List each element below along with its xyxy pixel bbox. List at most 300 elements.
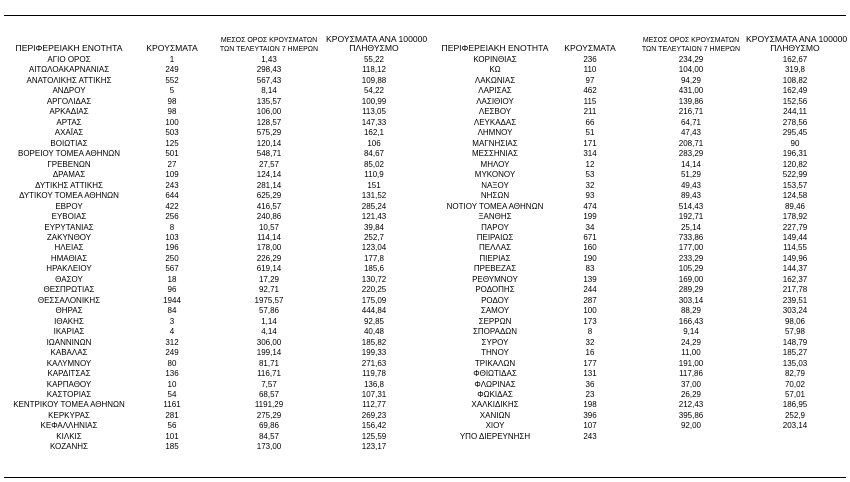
seven-day-average-cell: 233,29: [678, 253, 704, 263]
cases-count-cell: 100: [165, 117, 179, 127]
seven-day-average-cell: 105,29: [678, 264, 704, 274]
cases-count-cell: 97: [585, 75, 595, 85]
table-row: [424, 411, 850, 421]
cases-count-cell: 422: [165, 201, 179, 211]
table-row: [0, 317, 424, 327]
table-row: [424, 149, 850, 159]
table-row: [424, 181, 850, 191]
cases-per-100k-cell: 178,92: [782, 212, 808, 222]
cases-per-100k-cell: 239,51: [782, 295, 808, 305]
cases-count-cell: 16: [585, 348, 595, 358]
cases-per-100k-cell: 85,02: [363, 159, 385, 169]
cases-count-cell: 160: [583, 243, 597, 253]
table-row: [0, 254, 424, 264]
table-row: [424, 76, 850, 86]
cases-count-cell: 32: [585, 180, 595, 190]
seven-day-average-cell: 57,86: [258, 306, 280, 316]
table-row: [424, 86, 850, 96]
region-name-cell: ΗΡΑΚΛΕΙΟΥ: [46, 264, 92, 274]
cases-per-100k-cell: 119,78: [362, 369, 386, 379]
cases-per-100k-cell: 162,49: [782, 86, 808, 96]
seven-day-average-cell: 68,57: [258, 390, 280, 399]
cases-count-cell: 185: [165, 442, 179, 452]
left-header-avg-line1: ΜΕΣΟΣ ΟΡΟΣ ΚΡΟΥΣΜΑΤΩΝ: [220, 37, 318, 44]
table-row: [424, 432, 850, 442]
seven-day-average-cell: 9,14: [683, 327, 699, 337]
seven-day-average-cell: 212,43: [678, 400, 704, 410]
cases-count-cell: 171: [583, 138, 597, 148]
region-name-cell: ΚΩ: [489, 65, 501, 75]
table-row: [0, 296, 424, 306]
cases-count-cell: 98: [167, 96, 177, 106]
seven-day-average-cell: 124,14: [256, 170, 282, 180]
cases-count-cell: 474: [583, 201, 597, 211]
seven-day-average-cell: 306,00: [256, 337, 282, 347]
cases-count-cell: 101: [165, 431, 179, 441]
right-header-cases: ΚΡΟΥΣΜΑΤΑ: [564, 43, 616, 53]
region-name-cell: ΑΝΔΡΟΥ: [52, 86, 86, 96]
cases-count-cell: 249: [165, 65, 179, 75]
cases-count-cell: 462: [583, 86, 597, 96]
region-name-cell: ΛΗΜΝΟΥ: [477, 128, 513, 138]
seven-day-average-cell: 431,00: [678, 86, 704, 96]
cases-per-100k-cell: 114,55: [783, 243, 807, 253]
cases-count-cell: 34: [585, 222, 595, 232]
region-name-cell: ΦΩΚΙΔΑΣ: [477, 390, 513, 399]
region-name-cell: ΚΟΡΙΝΘΙΑΣ: [473, 55, 517, 64]
cases-count-cell: 198: [583, 400, 597, 410]
table-row: [424, 191, 850, 201]
cases-per-100k-cell: 151: [367, 180, 381, 190]
cases-per-100k-cell: 109,88: [361, 75, 387, 85]
left-header-per100k-line1: ΚΡΟΥΣΜΑΤΑ ΑΝΑ 100000: [326, 34, 428, 44]
left-header-cases: ΚΡΟΥΣΜΑΤΑ: [146, 43, 198, 53]
table-row: [424, 107, 850, 117]
region-name-cell: ΦΘΙΩΤΙΔΑΣ: [473, 369, 517, 379]
seven-day-average-cell: 178,00: [256, 243, 282, 253]
cases-count-cell: 250: [165, 253, 179, 263]
cases-count-cell: 23: [585, 390, 595, 399]
cases-count-cell: 314: [583, 149, 597, 159]
table-row: [424, 65, 850, 75]
table-row: [424, 55, 850, 65]
cases-per-100k-cell: 120,82: [782, 159, 808, 169]
seven-day-average-cell: 283,29: [678, 149, 704, 159]
cases-per-100k-cell: 269,23: [361, 410, 387, 420]
region-name-cell: ΔΡΑΜΑΣ: [52, 170, 86, 180]
seven-day-average-cell: 275,29: [256, 410, 282, 420]
region-name-cell: ΚΕΦΑΛΛΗΝΙΑΣ: [40, 421, 98, 431]
cases-count-cell: 136: [165, 369, 179, 379]
cases-count-cell: 131: [583, 369, 597, 379]
cases-count-cell: 66: [585, 117, 595, 127]
table-row: [424, 254, 850, 264]
table-row: [0, 348, 424, 358]
table-row: [424, 139, 850, 149]
region-name-cell: ΚΑΒΑΛΑΣ: [50, 348, 88, 358]
table-row: [0, 421, 424, 431]
region-name-cell: ΜΑΓΝΗΣΙΑΣ: [472, 138, 518, 148]
cases-count-cell: 177: [583, 358, 597, 368]
region-name-cell: ΤΗΝΟΥ: [481, 348, 509, 358]
region-name-cell: ΙΩΑΝΝΙΝΩΝ: [46, 337, 92, 347]
cases-per-100k-cell: 130,72: [361, 274, 387, 284]
cases-per-100k-cell: 295,45: [782, 128, 808, 138]
cases-count-cell: 211: [583, 107, 597, 117]
cases-count-cell: 8: [169, 222, 175, 232]
region-name-cell: ΤΡΙΚΑΛΩΝ: [474, 358, 516, 368]
region-name-cell: ΣΠΟΡΑΔΩΝ: [472, 327, 518, 337]
seven-day-average-cell: 281,14: [256, 180, 282, 190]
cases-count-cell: 83: [585, 264, 595, 274]
region-name-cell: ΗΜΑΘΙΑΣ: [50, 253, 88, 263]
table-row: [0, 212, 424, 222]
seven-day-average-cell: 216,71: [678, 107, 704, 117]
seven-day-average-cell: 1,14: [261, 316, 277, 326]
cases-count-cell: 249: [165, 348, 179, 358]
cases-count-cell: 80: [167, 358, 177, 368]
cases-count-cell: 287: [583, 295, 597, 305]
seven-day-average-cell: 395,86: [678, 410, 704, 420]
seven-day-average-cell: 303,14: [678, 295, 704, 305]
region-name-cell: ΘΗΡΑΣ: [55, 306, 83, 316]
seven-day-average-cell: 128,57: [256, 117, 282, 127]
cases-count-cell: 18: [167, 274, 177, 284]
table-row: [0, 306, 424, 316]
cases-per-100k-cell: 227,79: [782, 222, 808, 232]
table-row: [0, 390, 424, 400]
cases-count-cell: 84: [167, 306, 177, 316]
cases-per-100k-cell: 252,7: [363, 232, 385, 242]
seven-day-average-cell: 49,43: [680, 180, 702, 190]
seven-day-average-cell: 135,57: [256, 96, 282, 106]
table-row: [424, 264, 850, 274]
seven-day-average-cell: 625,29: [256, 191, 282, 201]
cases-count-cell: 196: [165, 243, 179, 253]
right-header-per100k-line2: ΠΛΗΘΥΣΜΟ: [770, 43, 820, 53]
cases-per-100k-cell: 108,82: [782, 75, 808, 85]
seven-day-average-cell: 17,29: [258, 274, 280, 284]
left-region-table: [0, 55, 424, 453]
table-row: [424, 296, 850, 306]
region-name-cell: ΚΙΛΚΙΣ: [56, 431, 82, 441]
cases-count-cell: 567: [165, 264, 179, 274]
cases-per-100k-cell: 57,01: [784, 390, 806, 399]
cases-count-cell: 1: [169, 55, 175, 64]
cases-count-cell: 56: [167, 421, 177, 431]
seven-day-average-cell: 4,14: [261, 327, 277, 337]
cases-count-cell: 115: [583, 96, 597, 106]
region-name-cell: ΣΕΡΡΩΝ: [478, 316, 512, 326]
cases-count-cell: 125: [165, 138, 179, 148]
cases-count-cell: 501: [165, 149, 179, 159]
cases-per-100k-cell: 100,99: [361, 96, 387, 106]
table-row: [0, 359, 424, 369]
cases-per-100k-cell: 203,14: [782, 421, 808, 431]
region-name-cell: ΛΕΣΒΟΥ: [478, 107, 512, 117]
cases-per-100k-cell: 444,84: [361, 306, 387, 316]
region-name-cell: ΓΡΕΒΕΝΩΝ: [47, 159, 91, 169]
region-name-cell: ΑΡΤΑΣ: [56, 117, 82, 127]
seven-day-average-cell: 575,29: [256, 128, 282, 138]
cases-per-100k-cell: 57,98: [784, 327, 806, 337]
seven-day-average-cell: 25,14: [680, 222, 702, 232]
seven-day-average-cell: 84,57: [258, 431, 280, 441]
cases-count-cell: 54: [167, 390, 177, 399]
seven-day-average-cell: 166,43: [678, 316, 704, 326]
region-name-cell: ΚΕΝΤΡΙΚΟΥ ΤΟΜΕΑ ΑΘΗΝΩΝ: [13, 400, 125, 410]
cases-per-100k-cell: 185,27: [782, 348, 808, 358]
table-row: [0, 327, 424, 337]
cases-count-cell: 190: [583, 253, 597, 263]
right-header-region: ΠΕΡΙΦΕΡΕΙΑΚΗ ΕΝΟΤΗΤΑ: [441, 43, 549, 53]
cases-per-100k-cell: 196,31: [782, 149, 808, 159]
cases-count-cell: 32: [585, 337, 595, 347]
table-row: [0, 86, 424, 96]
table-row: [0, 55, 424, 65]
region-name-cell: ΦΛΩΡΙΝΑΣ: [474, 379, 516, 389]
seven-day-average-cell: 240,86: [256, 212, 282, 222]
cases-per-100k-cell: 162,67: [782, 55, 808, 64]
region-name-cell: ΘΕΣΣΑΛΟΝΙΚΗΣ: [37, 295, 101, 305]
region-name-cell: ΧΑΛΚΙΔΙΚΗΣ: [471, 400, 519, 410]
cases-per-100k-cell: 177,8: [363, 253, 385, 263]
region-name-cell: ΙΘΑΚΗΣ: [54, 316, 84, 326]
table-row: [0, 285, 424, 295]
seven-day-average-cell: 234,29: [678, 55, 704, 64]
seven-day-average-cell: 51,29: [680, 170, 702, 180]
cases-per-100k-cell: 82,79: [784, 369, 806, 379]
seven-day-average-cell: 289,29: [678, 285, 704, 295]
table-row: [424, 380, 850, 390]
seven-day-average-cell: 120,14: [256, 138, 282, 148]
region-name-cell: ΛΑΚΩΝΙΑΣ: [474, 75, 516, 85]
table-row: [424, 275, 850, 285]
cases-count-cell: 93: [585, 191, 595, 201]
cases-per-100k-cell: 156,42: [361, 421, 387, 431]
region-name-cell: ΥΠΟ ΔΙΕΡΕΥΝΗΣΗ: [459, 431, 531, 441]
table-row: [424, 369, 850, 379]
cases-per-100k-cell: 522,99: [782, 170, 808, 180]
cases-count-cell: 12: [585, 159, 595, 169]
seven-day-average-cell: 733,86: [678, 232, 704, 242]
region-name-cell: ΜΕΣΣΗΝΙΑΣ: [472, 149, 518, 159]
seven-day-average-cell: 26,29: [680, 390, 702, 399]
top-border-line: [4, 15, 846, 16]
seven-day-average-cell: 514,43: [678, 201, 704, 211]
region-name-cell: ΚΑΣΤΟΡΙΑΣ: [46, 390, 92, 399]
cases-count-cell: 8: [587, 327, 593, 337]
seven-day-average-cell: 64,71: [680, 117, 702, 127]
cases-per-100k-cell: 131,52: [361, 191, 387, 201]
cases-per-100k-cell: 252,9: [784, 410, 806, 420]
table-row: [424, 233, 850, 243]
table-row: [0, 369, 424, 379]
seven-day-average-cell: 199,14: [256, 348, 282, 358]
cases-per-100k-cell: 278,56: [782, 117, 808, 127]
region-name-cell: ΕΥΡΥΤΑΝΙΑΣ: [44, 222, 94, 232]
cases-per-100k-cell: 271,63: [361, 358, 387, 368]
bottom-border-line: [4, 477, 846, 478]
table-row: [424, 285, 850, 295]
table-row: [0, 243, 424, 253]
region-name-cell: ΚΟΖΑΝΗΣ: [49, 442, 89, 452]
region-name-cell: ΜΥΚΟΝΟΥ: [474, 170, 516, 180]
table-row: [0, 442, 424, 452]
table-row: [0, 233, 424, 243]
seven-day-average-cell: 1191,29: [254, 400, 284, 410]
cases-per-100k-cell: 185,6: [363, 264, 385, 274]
table-row: [0, 338, 424, 348]
cases-count-cell: 1944: [163, 295, 181, 305]
cases-count-cell: 10: [167, 379, 177, 389]
seven-day-average-cell: 1975,57: [254, 295, 284, 305]
region-name-cell: ΘΑΣΟΥ: [55, 274, 83, 284]
cases-count-cell: 109: [165, 170, 179, 180]
cases-per-100k-cell: 148,79: [782, 337, 808, 347]
cases-count-cell: 644: [165, 191, 179, 201]
cases-count-cell: 199: [583, 212, 597, 222]
region-name-cell: ΠΑΡΟΥ: [481, 222, 509, 232]
region-name-cell: ΧΑΝΙΩΝ: [479, 410, 511, 420]
cases-count-cell: 96: [167, 285, 177, 295]
region-name-cell: ΚΑΡΠΑΘΟΥ: [46, 379, 92, 389]
table-row: [0, 380, 424, 390]
seven-day-average-cell: 139,86: [678, 96, 704, 106]
cases-per-100k-cell: 70,02: [784, 379, 806, 389]
cases-per-100k-cell: 149,44: [782, 232, 808, 242]
region-name-cell: ΔΥΤΙΚΗΣ ΑΤΤΙΚΗΣ: [35, 180, 103, 190]
seven-day-average-cell: 173,00: [256, 442, 282, 452]
cases-per-100k-cell: 39,84: [363, 222, 385, 232]
seven-day-average-cell: 114,14: [257, 232, 281, 242]
cases-count-cell: 671: [583, 232, 597, 242]
table-row: [424, 128, 850, 138]
table-row: [424, 202, 850, 212]
cases-per-100k-cell: 152,56: [782, 96, 808, 106]
cases-count-cell: 36: [585, 379, 595, 389]
region-name-cell: ΘΕΣΠΡΩΤΙΑΣ: [43, 285, 95, 295]
cases-count-cell: 107: [583, 421, 597, 431]
cases-count-cell: 5: [169, 86, 175, 96]
region-name-cell: ΛΕΥΚΑΔΑΣ: [473, 117, 517, 127]
region-name-cell: ΝΗΣΩΝ: [480, 191, 510, 201]
cases-count-cell: 53: [585, 170, 595, 180]
region-name-cell: ΠΡΕΒΕΖΑΣ: [473, 264, 517, 274]
seven-day-average-cell: 106,00: [256, 107, 282, 117]
cases-per-100k-cell: 55,22: [363, 55, 385, 64]
cases-per-100k-cell: 319,8: [784, 65, 806, 75]
right-region-table: [424, 55, 850, 442]
left-header-per100k-line2: ΠΛΗΘΥΣΜΟ: [349, 43, 399, 53]
table-row: [0, 400, 424, 410]
cases-count-cell: 503: [165, 128, 179, 138]
seven-day-average-cell: 619,14: [256, 264, 282, 274]
seven-day-average-cell: 10,57: [258, 222, 280, 232]
cases-per-100k-cell: 118,12: [362, 65, 386, 75]
table-row: [424, 118, 850, 128]
cases-count-cell: 4: [169, 327, 175, 337]
cases-per-100k-cell: 123,17: [361, 442, 387, 452]
cases-count-cell: 27: [167, 159, 177, 169]
cases-count-cell: 173: [583, 316, 597, 326]
region-name-cell: ΠΕΛΛΑΣ: [478, 243, 512, 253]
seven-day-average-cell: 24,29: [680, 337, 702, 347]
cases-per-100k-cell: 98,06: [784, 316, 806, 326]
seven-day-average-cell: 104,00: [678, 65, 704, 75]
table-row: [0, 223, 424, 233]
seven-day-average-cell: 81,71: [258, 358, 280, 368]
seven-day-average-cell: 117,86: [679, 369, 703, 379]
region-name-cell: ΗΛΕΙΑΣ: [54, 243, 84, 253]
cases-count-cell: 1161: [163, 400, 181, 410]
seven-day-average-cell: 116,71: [257, 369, 281, 379]
cases-per-100k-cell: 285,24: [361, 201, 387, 211]
table-row: [0, 128, 424, 138]
cases-per-100k-cell: 220,25: [361, 285, 387, 295]
table-row: [424, 97, 850, 107]
seven-day-average-cell: 169,00: [678, 274, 704, 284]
cases-per-100k-cell: 54,22: [363, 86, 385, 96]
seven-day-average-cell: 192,71: [678, 212, 704, 222]
cases-per-100k-cell: 112,77: [362, 400, 386, 410]
seven-day-average-cell: 191,00: [678, 358, 704, 368]
cases-per-100k-cell: 40,48: [363, 327, 385, 337]
cases-per-100k-cell: 124,58: [782, 191, 808, 201]
cases-per-100k-cell: 121,43: [361, 212, 387, 222]
region-name-cell: ΧΙΟΥ: [485, 421, 505, 431]
region-name-cell: ΣΥΡΟΥ: [481, 337, 509, 347]
table-row: [424, 223, 850, 233]
left-header-region: ΠΕΡΙΦΕΡΕΙΑΚΗ ΕΝΟΤΗΤΑ: [15, 43, 123, 53]
table-row: [0, 118, 424, 128]
seven-day-average-cell: 92,71: [258, 285, 280, 295]
table-row: [0, 76, 424, 86]
region-name-cell: ΣΑΜΟΥ: [480, 306, 510, 316]
seven-day-average-cell: 177,00: [678, 243, 704, 253]
region-name-cell: ΛΑΣΙΘΙΟΥ: [476, 96, 514, 106]
seven-day-average-cell: 88,29: [680, 306, 702, 316]
region-name-cell: ΚΕΡΚΥΡΑΣ: [48, 410, 90, 420]
cases-per-100k-cell: 162,1: [363, 128, 385, 138]
table-row: [0, 139, 424, 149]
cases-per-100k-cell: 90: [790, 138, 800, 148]
cases-count-cell: 256: [165, 212, 179, 222]
cases-count-cell: 100: [583, 306, 597, 316]
cases-per-100k-cell: 107,31: [361, 390, 387, 399]
right-header-avg-line1: ΜΕΣΟΣ ΟΡΟΣ ΚΡΟΥΣΜΑΤΩΝ: [642, 37, 740, 44]
table-row: [424, 338, 850, 348]
table-row: [424, 160, 850, 170]
cases-per-100k-cell: 123,04: [361, 243, 387, 253]
cases-count-cell: 243: [583, 431, 597, 441]
seven-day-average-cell: 567,43: [256, 75, 282, 85]
region-name-cell: ΙΚΑΡΙΑΣ: [53, 327, 85, 337]
cases-count-cell: 98: [167, 107, 177, 117]
region-name-cell: ΒΟΙΩΤΙΑΣ: [50, 138, 88, 148]
cases-per-100k-cell: 217,78: [782, 285, 808, 295]
table-row: [0, 97, 424, 107]
seven-day-average-cell: 37,00: [680, 379, 702, 389]
region-name-cell: ΞΑΝΘΗΣ: [478, 212, 512, 222]
seven-day-average-cell: 8,14: [261, 86, 277, 96]
table-row: [424, 243, 850, 253]
table-row: [424, 317, 850, 327]
region-name-cell: ΑΡΚΑΔΙΑΣ: [49, 107, 89, 117]
cases-count-cell: 236: [583, 55, 597, 64]
table-row: [424, 212, 850, 222]
table-row: [424, 327, 850, 337]
